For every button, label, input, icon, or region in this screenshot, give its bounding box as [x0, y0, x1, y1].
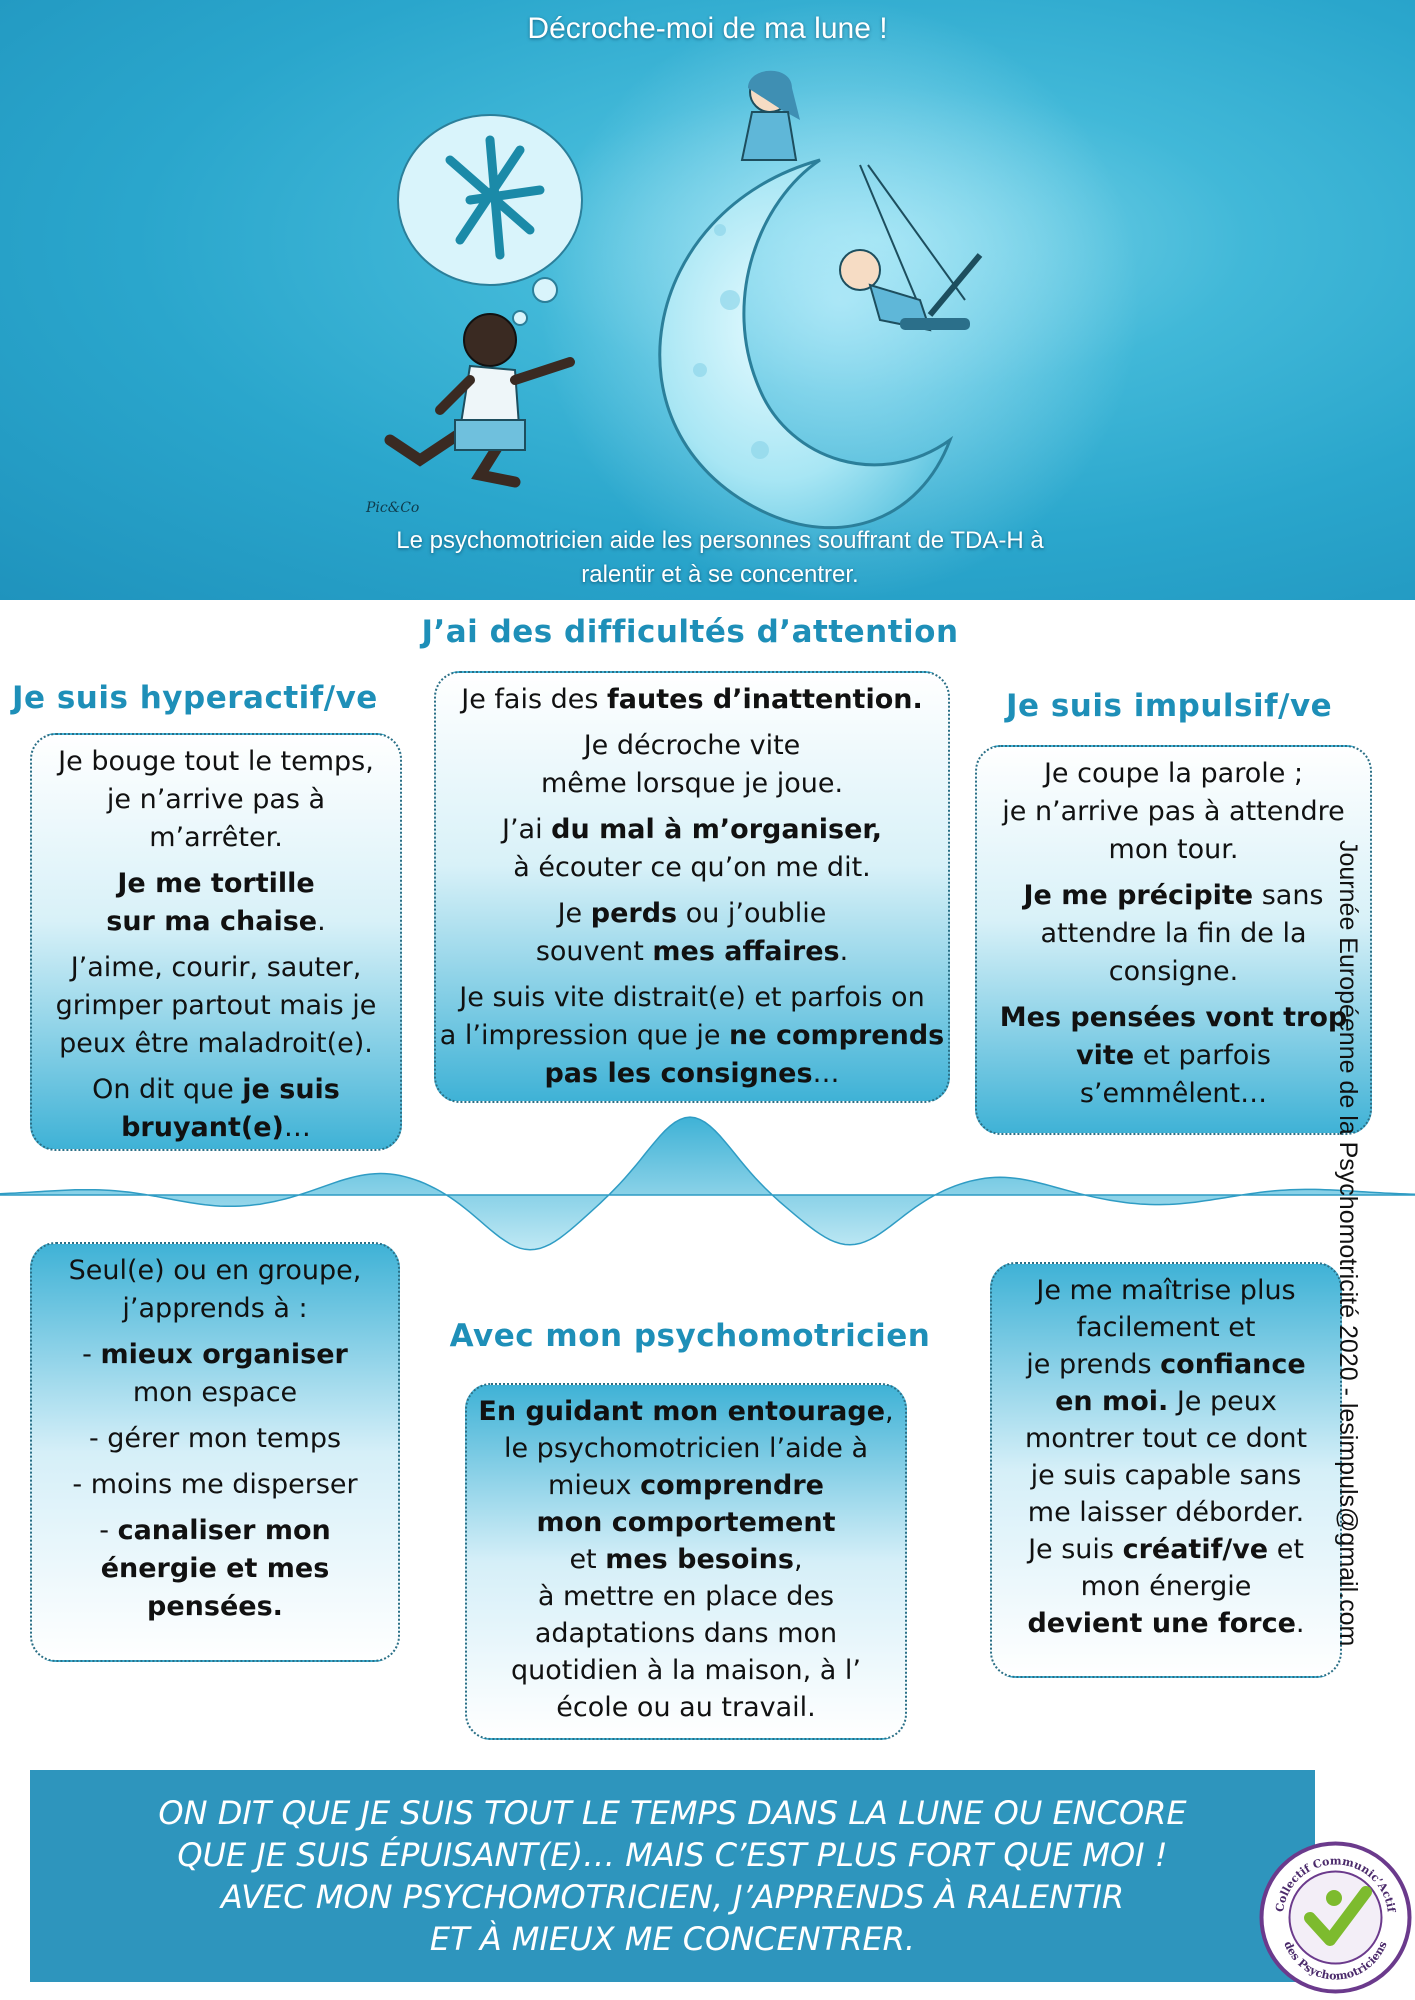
text-line: On dit que — [92, 1074, 243, 1105]
text-line: . — [839, 936, 849, 967]
text-line: mon énergie — [1080, 1571, 1252, 1602]
text-line: Je — [557, 898, 591, 929]
text-line: école ou au travail. — [556, 1692, 816, 1723]
text-block — [444, 727, 940, 803]
logo-text-top: Collectif Communic’Actif — [1273, 1854, 1398, 1913]
bold-text: fautes d’inattention. — [607, 684, 923, 715]
moon-illustration — [0, 0, 1415, 600]
text-line: J’ai — [501, 814, 552, 845]
text-line: montrer tout ce dont — [1024, 1423, 1308, 1454]
bold-text: en moi. — [1055, 1386, 1169, 1417]
text-line: même lorsque je joue. — [540, 768, 844, 799]
banner-line: ON DIT QUE JE SUIS TOUT LE TEMPS DANS LA LUNE OU ENCORE — [158, 1794, 1187, 1832]
text-line: … — [812, 1058, 840, 1089]
text-line: facilement et — [1076, 1312, 1256, 1343]
text-line: … — [283, 1112, 311, 1143]
text-line: j’apprends à : — [122, 1293, 308, 1324]
bold-text: Je me précipite — [1023, 880, 1254, 911]
bold-text: ne comprends — [729, 1020, 945, 1051]
text-line: Je suis — [1028, 1534, 1123, 1565]
logo-text-bottom: des Psychomotriciens — [1281, 1939, 1390, 1983]
text-line: et parfois — [1134, 1040, 1271, 1071]
bold-text: mes affaires — [652, 936, 840, 967]
bold-text: vite — [1076, 1040, 1135, 1071]
heading-avec-psychomotricien: Avec mon psychomotricien — [449, 1318, 931, 1354]
list-item — [40, 1336, 390, 1412]
text-line: . — [317, 906, 326, 937]
hero-caption-line: ralentir et à se concentrer. — [581, 561, 859, 588]
bold-text: mon comportement — [536, 1507, 836, 1538]
text-line: et — [1268, 1534, 1304, 1565]
text-block — [444, 895, 940, 971]
bold-text: pas les consignes — [544, 1058, 813, 1089]
bold-text: comprendre — [640, 1470, 824, 1501]
bold-text: perds — [590, 898, 678, 929]
bold-text: pensées. — [147, 1591, 283, 1622]
side-vertical-text: Journée Européenne de la Psychomotricité 2020 - lesimpuls@gmail.com — [1334, 840, 1362, 1647]
bold-text: créatif/ve — [1122, 1534, 1269, 1565]
banner-line: ET À MIEUX ME CONCENTRER. — [429, 1920, 916, 1958]
banner-line: QUE JE SUIS ÉPUISANT(E)… MAIS C’EST PLUS FORT QUE MOI ! — [177, 1836, 1168, 1874]
list-item — [40, 1512, 390, 1626]
text-line: adaptations dans mon — [534, 1618, 838, 1649]
text-line: je prends — [1026, 1349, 1161, 1380]
heading-attention: J’ai des difficultés d’attention — [421, 614, 959, 650]
text-block — [434, 979, 950, 1093]
list-item — [40, 1420, 390, 1458]
text-line: je n’arrive pas à attendre — [1002, 796, 1345, 827]
text-line: , — [793, 1544, 803, 1575]
bold-text: bruyant(e) — [121, 1112, 284, 1143]
bold-text: confiance — [1160, 1349, 1306, 1380]
bold-text: En guidant mon entourage — [478, 1396, 886, 1427]
text-line: consigne. — [1108, 956, 1239, 987]
text-line: Seul(e) ou en groupe, — [68, 1255, 362, 1286]
bold-text: Mes pensées vont trop — [999, 1002, 1348, 1033]
artist-signature: Pic&Co — [366, 500, 420, 516]
text-block — [40, 1252, 390, 1328]
text-line: quotidien à la maison, à l’ — [511, 1655, 861, 1686]
text-line: Je peux — [1168, 1386, 1277, 1417]
guidance-box — [465, 1383, 907, 1740]
text-line: - gérer mon temps — [88, 1423, 342, 1454]
hero-title: Décroche-moi de ma lune ! — [527, 12, 888, 45]
text-line: m’arrêter. — [149, 822, 283, 853]
text-line: Je suis vite distrait(e) et parfois on — [459, 982, 925, 1013]
hero-caption — [360, 524, 1080, 592]
bold-text: du mal à m’organiser, — [551, 814, 883, 845]
text-line: Je fais des — [461, 684, 608, 715]
text-line: à mettre en place des — [537, 1581, 835, 1612]
text-line: ou j’oublie — [677, 898, 827, 929]
text-line: sans — [1253, 880, 1324, 911]
bold-text: je suis — [242, 1074, 340, 1105]
text-line: , — [885, 1396, 894, 1427]
text-line: Je me maîtrise plus — [1036, 1275, 1296, 1306]
text-line: s’emmêlent… — [1079, 1078, 1268, 1109]
svg-text:Collectif Communic’Actif — [1273, 1854, 1398, 1914]
text-line: mon tour. — [1108, 834, 1239, 865]
text-line: Je décroche vite — [583, 730, 801, 761]
bold-text: mes besoins — [605, 1544, 794, 1575]
heading-impulsif: Je suis impulsif/ve — [1006, 688, 1333, 724]
text-line: attendre la fin de la — [1040, 918, 1307, 949]
text-line: - — [99, 1515, 118, 1546]
text-block — [444, 811, 940, 887]
bold-text: sur ma chaise — [106, 906, 318, 937]
footer-banner — [30, 1770, 1315, 1982]
svg-text:des Psychomotriciens — [1281, 1939, 1389, 1983]
text-line: Je coupe la parole ; — [1043, 758, 1304, 789]
list-item — [40, 1466, 390, 1504]
text-block — [40, 949, 392, 1063]
text-line: grimper partout mais je — [55, 990, 377, 1021]
logo-ring-text — [1263, 1845, 1408, 1990]
text-line: J’aime, courir, sauter, — [70, 952, 362, 983]
maitrise-box — [990, 1262, 1342, 1678]
heading-hyperactif: Je suis hyperactif/ve — [12, 680, 378, 716]
bold-text: énergie et mes — [100, 1553, 330, 1584]
text-line: Je bouge tout le temps, — [58, 746, 374, 777]
bold-text: devient une force — [1027, 1608, 1296, 1639]
text-line: souvent — [535, 936, 653, 967]
apprentissage-box — [30, 1242, 400, 1662]
text-block — [985, 999, 1362, 1113]
text-block — [40, 865, 392, 941]
bold-text: canaliser mon — [117, 1515, 331, 1546]
hero-caption-line: Le psychomotricien aide les personnes souffrant de TDA-H à — [396, 527, 1044, 554]
text-line: le psychomotricien l’aide à — [503, 1433, 869, 1464]
attention-box — [434, 671, 950, 1103]
text-line: . — [1295, 1608, 1305, 1639]
hyperactif-box — [30, 733, 402, 1151]
bold-text: mieux organiser — [100, 1339, 348, 1370]
text-line: a l’impression que je — [439, 1020, 730, 1051]
text-line: - moins me disperser — [72, 1469, 358, 1500]
text-block — [985, 877, 1362, 991]
text-line: peux être maladroit(e). — [59, 1028, 373, 1059]
bold-text: Je me tortille — [117, 868, 315, 899]
text-line: je n’arrive pas à — [106, 784, 326, 815]
banner-line: AVEC MON PSYCHOMOTRICIEN, J’APPRENDS À RALENTIR — [220, 1878, 1125, 1916]
thought-bubble — [398, 115, 582, 325]
text-block — [40, 743, 392, 857]
text-line: mieux — [548, 1470, 641, 1501]
text-line: je suis capable sans — [1030, 1460, 1302, 1491]
text-line: et — [569, 1544, 606, 1575]
text-line: à écouter ce qu’on me dit. — [513, 852, 871, 883]
text-line: - — [82, 1339, 101, 1370]
text-block — [985, 755, 1362, 869]
impulsif-box — [975, 745, 1372, 1135]
text-line: mon espace — [132, 1377, 298, 1408]
hero-illustration — [0, 0, 1415, 600]
text-line: me laisser déborder. — [1027, 1497, 1305, 1528]
wave-shape — [0, 1117, 1415, 1250]
text-block — [444, 681, 940, 719]
